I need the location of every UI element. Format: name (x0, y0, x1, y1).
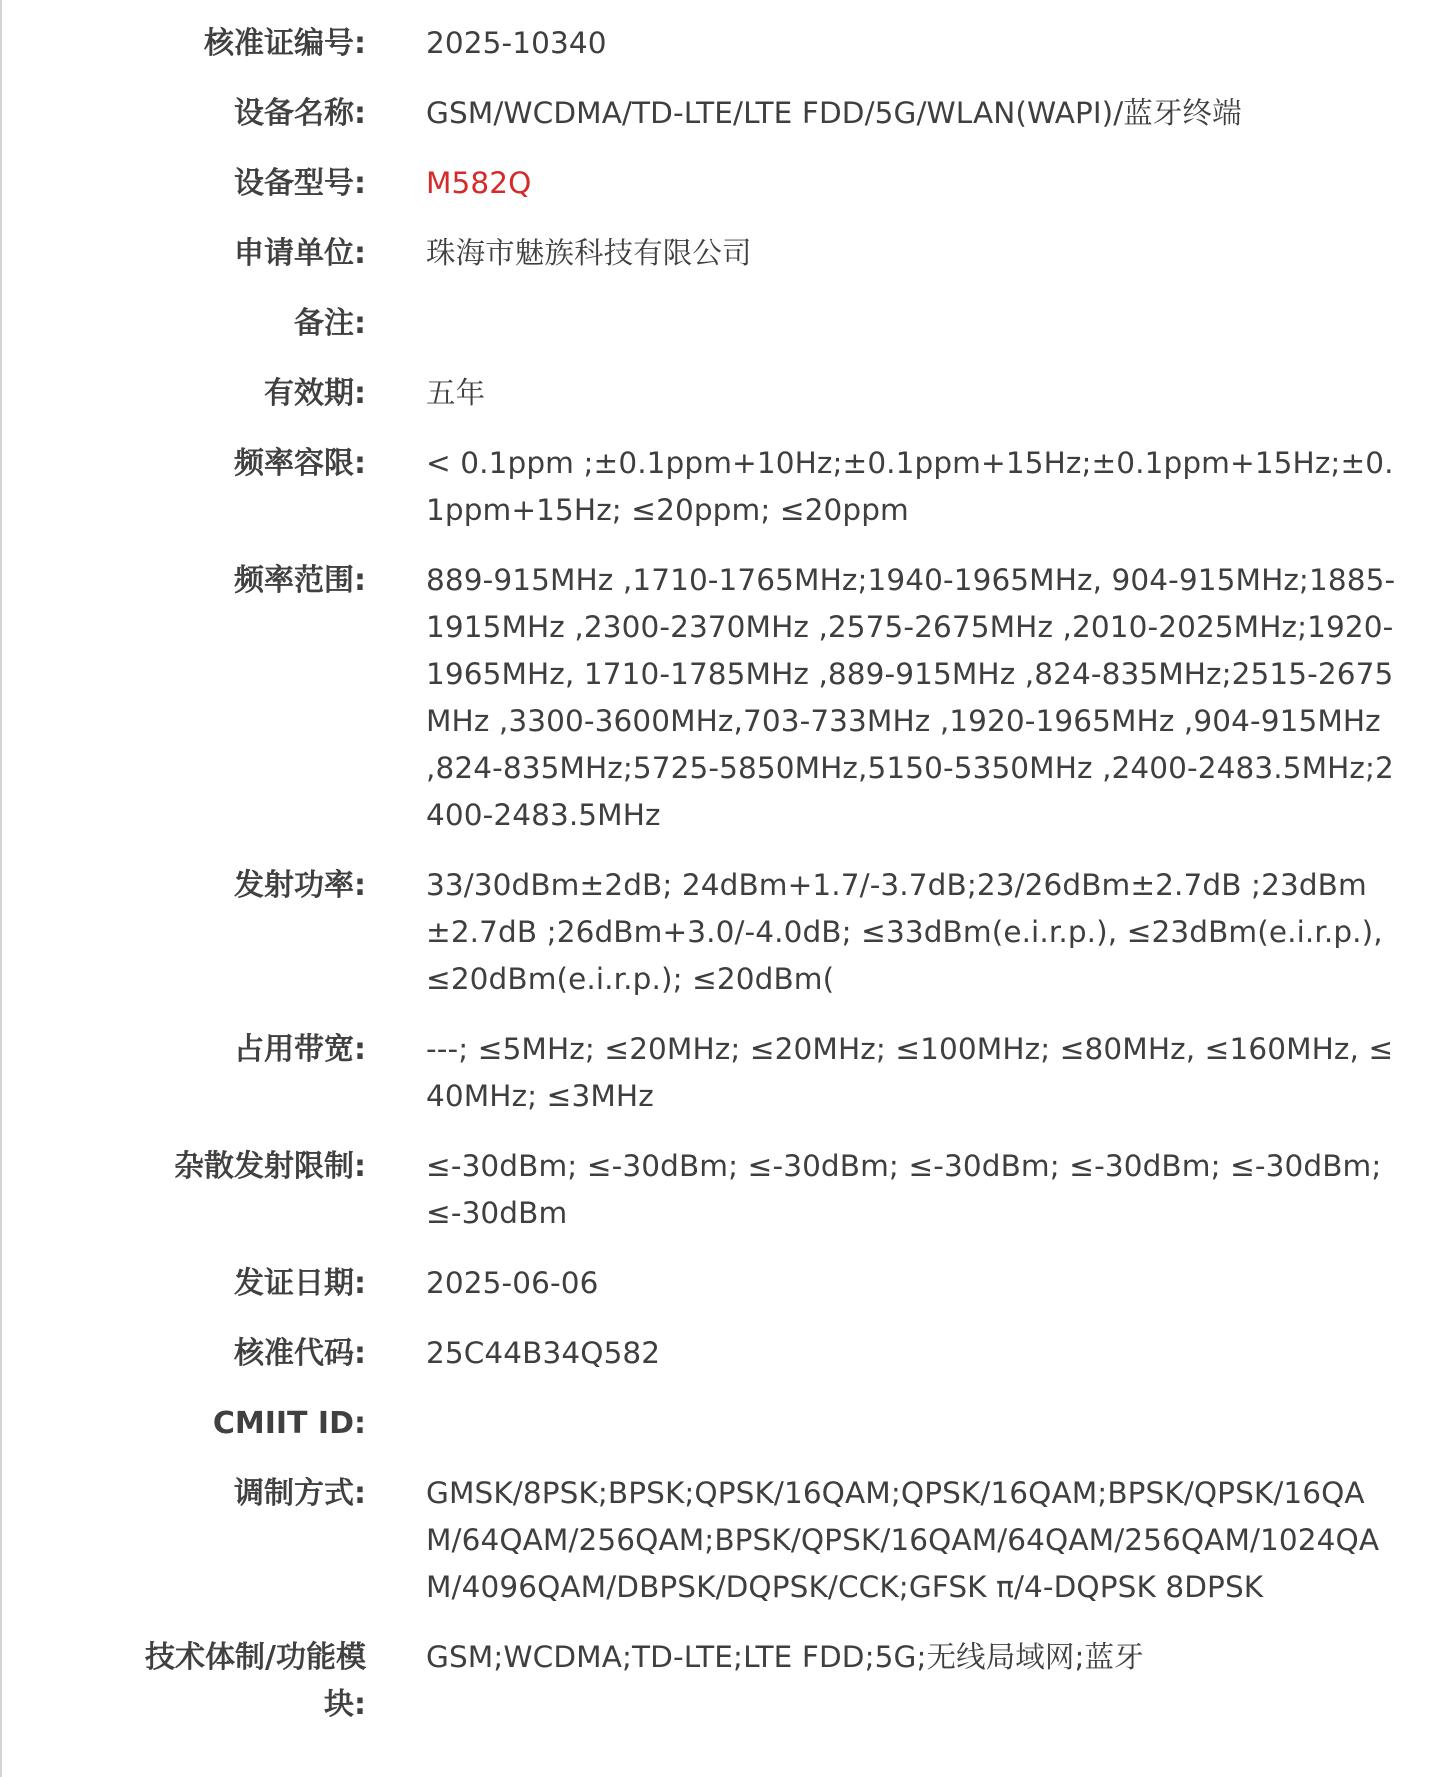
label-approval-code: 核准代码: (234, 1336, 366, 1371)
row-spurious-emission (0, 1143, 1439, 1237)
row-issue-date (0, 1260, 1439, 1307)
value-approval-code: 25C44B34Q582 (426, 1336, 661, 1370)
row-approval-number (0, 20, 1439, 67)
row-remarks (0, 300, 1439, 347)
label-spurious-emission: 杂散发射限制: (174, 1149, 366, 1184)
row-device-name (0, 90, 1439, 137)
value-applicant: 珠海市魅族科技有限公司 (426, 236, 752, 270)
label-modulation: 调制方式: (234, 1476, 366, 1511)
value-remarks (426, 300, 1396, 347)
label-frequency-tolerance: 频率容限: (234, 446, 366, 481)
label-cmiit-id: CMIIT ID: (212, 1406, 366, 1441)
label-frequency-range: 频率范围: (234, 563, 366, 598)
value-technology-module: GSM;WCDMA;TD-LTE;LTE FDD;5G;无线局域网;蓝牙 (426, 1640, 1144, 1674)
label-transmit-power: 发射功率: (234, 868, 366, 903)
label-device-model: 设备型号: (234, 166, 366, 201)
row-frequency-range (0, 557, 1439, 839)
value-spurious-emission: ≤-30dBm; ≤-30dBm; ≤-30dBm; ≤-30dBm; ≤-30dBm; ≤-30dBm; ≤-30dBm (426, 1149, 1382, 1230)
label-issue-date: 发证日期: (234, 1266, 366, 1301)
value-frequency-range: 889-915MHz ,1710-1765MHz;1940-1965MHz, 904-915MHz;1885-1915MHz ,2300-2370MHz ,2575-2675MHz ,2010-2025MHz;1920-1965MHz, 1710-1785MHz ,889-915MHz ,824-835MHz;2515-2675MHz ,3300-3600MHz,703-733MHz ,1920-1965MHz ,904-915MHz ,824-835MHz;5725-5850MHz,5150-5350MHz ,2400-2483.5MHz;2400-2483.5MHz (426, 563, 1396, 832)
row-applicant (0, 230, 1439, 277)
label-remarks: 备注: (294, 306, 366, 341)
value-approval-number: 2025-10340 (426, 26, 607, 60)
row-cmiit-id (0, 1400, 1439, 1447)
value-validity: 五年 (426, 376, 486, 410)
row-transmit-power (0, 862, 1439, 1003)
row-validity (0, 370, 1439, 417)
value-transmit-power: 33/30dBm±2dB; 24dBm+1.7/-3.7dB;23/26dBm±2.7dB ;23dBm±2.7dB ;26dBm+3.0/-4.0dB; ≤33dBm(e.i.r.p.), ≤23dBm(e.i.r.p.), ≤20dBm(e.i.r.p.); ≤20dBm( (426, 868, 1383, 996)
label-technology-module: 技术体制/功能模块: (145, 1640, 366, 1722)
label-validity: 有效期: (264, 376, 366, 411)
value-occupied-bandwidth: ---; ≤5MHz; ≤20MHz; ≤20MHz; ≤100MHz; ≤80MHz, ≤160MHz, ≤40MHz; ≤3MHz (426, 1032, 1394, 1113)
label-applicant: 申请单位: (234, 236, 366, 271)
value-modulation: GMSK/8PSK;BPSK;QPSK/16QAM;QPSK/16QAM;BPSK/QPSK/16QAM/64QAM/256QAM;BPSK/QPSK/16QAM/64QAM/256QAM/1024QAM/4096QAM/DBPSK/DQPSK/CCK;GFSK π/4-DQPSK 8DPSK (426, 1476, 1380, 1604)
row-approval-code (0, 1330, 1439, 1377)
value-device-name: GSM/WCDMA/TD-LTE/LTE FDD/5G/WLAN(WAPI)/蓝牙终端 (426, 96, 1242, 130)
label-occupied-bandwidth: 占用带宽: (234, 1032, 366, 1067)
value-device-model: M582Q (426, 166, 532, 200)
certificate-detail-table (0, 20, 1439, 1751)
value-issue-date: 2025-06-06 (426, 1266, 599, 1300)
row-frequency-tolerance (0, 440, 1439, 534)
value-frequency-tolerance: < 0.1ppm ;±0.1ppm+10Hz;±0.1ppm+15Hz;±0.1ppm+15Hz;±0.1ppm+15Hz; ≤20ppm; ≤20ppm (426, 446, 1394, 527)
value-cmiit-id (426, 1400, 1396, 1447)
row-modulation (0, 1470, 1439, 1611)
row-technology-module (0, 1634, 1439, 1728)
row-occupied-bandwidth (0, 1026, 1439, 1120)
row-device-model (0, 160, 1439, 207)
label-approval-number: 核准证编号: (204, 26, 366, 61)
label-device-name: 设备名称: (234, 96, 366, 131)
